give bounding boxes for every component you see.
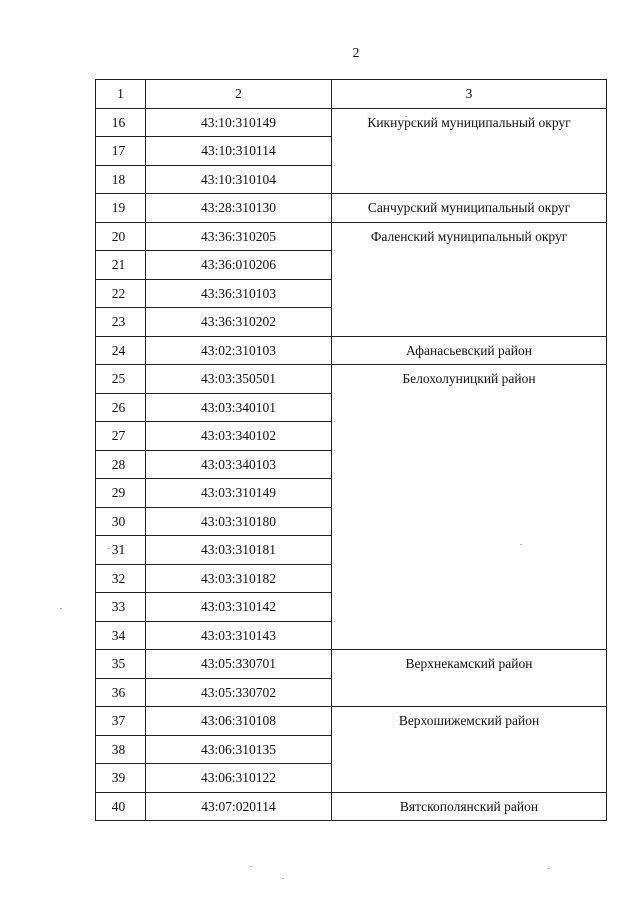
scan-speck [405, 116, 407, 117]
cadastral-code-cell: 43:06:310108 [146, 707, 332, 736]
cadastral-code-cell: 43:10:310114 [146, 137, 332, 166]
row-number-cell: 40 [96, 792, 146, 821]
header-cell-district: 3 [332, 80, 607, 109]
cadastral-code-cell: 43:07:020114 [146, 792, 332, 821]
cadastral-code-cell: 43:03:340103 [146, 450, 332, 479]
row-number-cell: 17 [96, 137, 146, 166]
table-row [96, 650, 607, 679]
table-row [96, 792, 607, 821]
cadastral-code-cell: 43:02:310103 [146, 336, 332, 365]
row-number-cell: 16 [96, 108, 146, 137]
header-cell-code: 2 [146, 80, 332, 109]
row-number-cell: 38 [96, 735, 146, 764]
cadastral-code-cell: 43:06:310135 [146, 735, 332, 764]
row-number-cell: 26 [96, 393, 146, 422]
row-number-cell: 27 [96, 422, 146, 451]
district-cell: Вятскополянский район [332, 792, 607, 821]
row-number-cell: 33 [96, 593, 146, 622]
page-number: 2 [352, 46, 360, 61]
row-number-cell: 32 [96, 564, 146, 593]
cadastral-code-cell: 43:03:310181 [146, 536, 332, 565]
table-row [96, 336, 607, 365]
row-number-cell: 21 [96, 251, 146, 280]
row-number-cell: 36 [96, 678, 146, 707]
cadastral-code-cell: 43:10:310104 [146, 165, 332, 194]
cadastral-code-cell: 43:36:310103 [146, 279, 332, 308]
scan-speck [520, 544, 522, 545]
row-number-cell: 22 [96, 279, 146, 308]
district-cell: Фаленский муниципальный округ [332, 222, 607, 336]
cadastral-code-cell: 43:10:310149 [146, 108, 332, 137]
row-number-cell: 34 [96, 621, 146, 650]
scan-speck [60, 608, 62, 609]
row-number-cell: 37 [96, 707, 146, 736]
table-body [96, 80, 607, 821]
cadastral-code-cell: 43:05:330702 [146, 678, 332, 707]
scan-speck [250, 866, 252, 867]
row-number-cell: 30 [96, 507, 146, 536]
table-row [96, 194, 607, 223]
row-number-cell: 31 [96, 536, 146, 565]
table-row [96, 222, 607, 251]
scan-speck [108, 548, 110, 549]
row-number-cell: 39 [96, 764, 146, 793]
district-cell: Санчурский муниципальный округ [332, 194, 607, 223]
district-cell: Афанасьевский район [332, 336, 607, 365]
row-number-cell: 29 [96, 479, 146, 508]
row-number-cell: 28 [96, 450, 146, 479]
district-cell: Верхошижемский район [332, 707, 607, 793]
scan-speck [548, 868, 550, 869]
row-number-cell: 20 [96, 222, 146, 251]
district-cell: Кикнурский муниципальный округ [332, 108, 607, 194]
cadastral-code-cell: 43:03:340102 [146, 422, 332, 451]
row-number-cell: 24 [96, 336, 146, 365]
table-row [96, 108, 607, 137]
cadastral-code-cell: 43:03:310180 [146, 507, 332, 536]
district-cell: Белохолуницкий район [332, 365, 607, 650]
district-cell: Верхнекамский район [332, 650, 607, 707]
scan-speck [478, 356, 480, 357]
row-number-cell: 25 [96, 365, 146, 394]
row-number-cell: 35 [96, 650, 146, 679]
cadastral-code-cell: 43:03:340101 [146, 393, 332, 422]
cadastral-code-cell: 43:03:310142 [146, 593, 332, 622]
cadastral-code-cell: 43:03:310182 [146, 564, 332, 593]
row-number-cell: 19 [96, 194, 146, 223]
table-row [96, 707, 607, 736]
cadastral-table [95, 79, 607, 821]
cadastral-code-cell: 43:36:310202 [146, 308, 332, 337]
cadastral-code-cell: 43:06:310122 [146, 764, 332, 793]
cadastral-code-cell: 43:36:010206 [146, 251, 332, 280]
cadastral-code-cell: 43:36:310205 [146, 222, 332, 251]
table-row [96, 365, 607, 394]
row-number-cell: 23 [96, 308, 146, 337]
header-row [96, 80, 607, 109]
scan-speck [282, 878, 284, 879]
cadastral-code-cell: 43:05:330701 [146, 650, 332, 679]
cadastral-code-cell: 43:03:310149 [146, 479, 332, 508]
cadastral-code-cell: 43:03:350501 [146, 365, 332, 394]
row-number-cell: 18 [96, 165, 146, 194]
cadastral-code-cell: 43:03:310143 [146, 621, 332, 650]
cadastral-code-cell: 43:28:310130 [146, 194, 332, 223]
header-cell-number: 1 [96, 80, 146, 109]
